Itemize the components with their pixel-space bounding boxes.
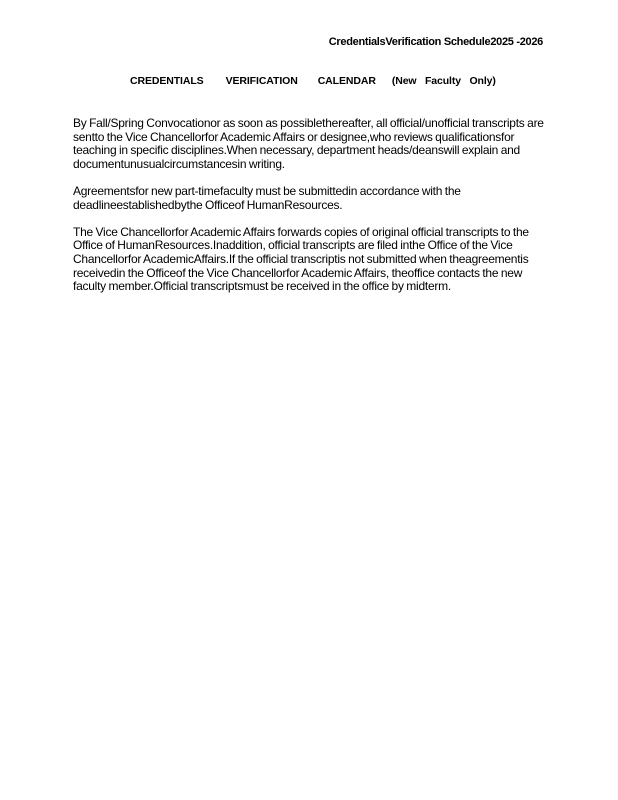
title-qualifier: (New Faculty Only) (391, 75, 496, 87)
title-word-calendar: CALENDAR (317, 75, 376, 87)
paragraph-agreements: Agreementsfor new part-timefaculty must be submittedin accordance with the deadlineestablishedbythe Officeof HumanResources. (73, 183, 461, 212)
document-title (130, 75, 496, 87)
body-text (73, 117, 545, 307)
running-header: CredentialsVerification Schedule2025 -2026 (328, 36, 543, 48)
title-word-verification: VERIFICATION (225, 75, 298, 87)
title-word-credentials: CREDENTIALS (130, 75, 204, 87)
paragraph-convocation: By Fall/Spring Convocationor as soon as possiblethereafter, all official/unofficial transcripts are sentto the Vice Chancellorfor Academic Affairs or designee,who reviews qualificationsfor teaching in specific disciplines.When necessary, department heads/deanswill explain and documentunusualcircumstancesin writing. (73, 116, 544, 171)
paragraph-transcripts: The Vice Chancellorfor Academic Affairs forwards copies of original official transcripts to the Office of HumanResources.Inaddition, official transcripts are filed inthe Office of the Vice Chancellorfor AcademicAffairs.If the official transcriptis not submitted when theagreementis receivedin the Officeof the Vice Chancellorfor Academic Affairs, theoffice contacts the new faculty member.Official transcriptsmust be received in the office by midterm. (73, 224, 529, 294)
